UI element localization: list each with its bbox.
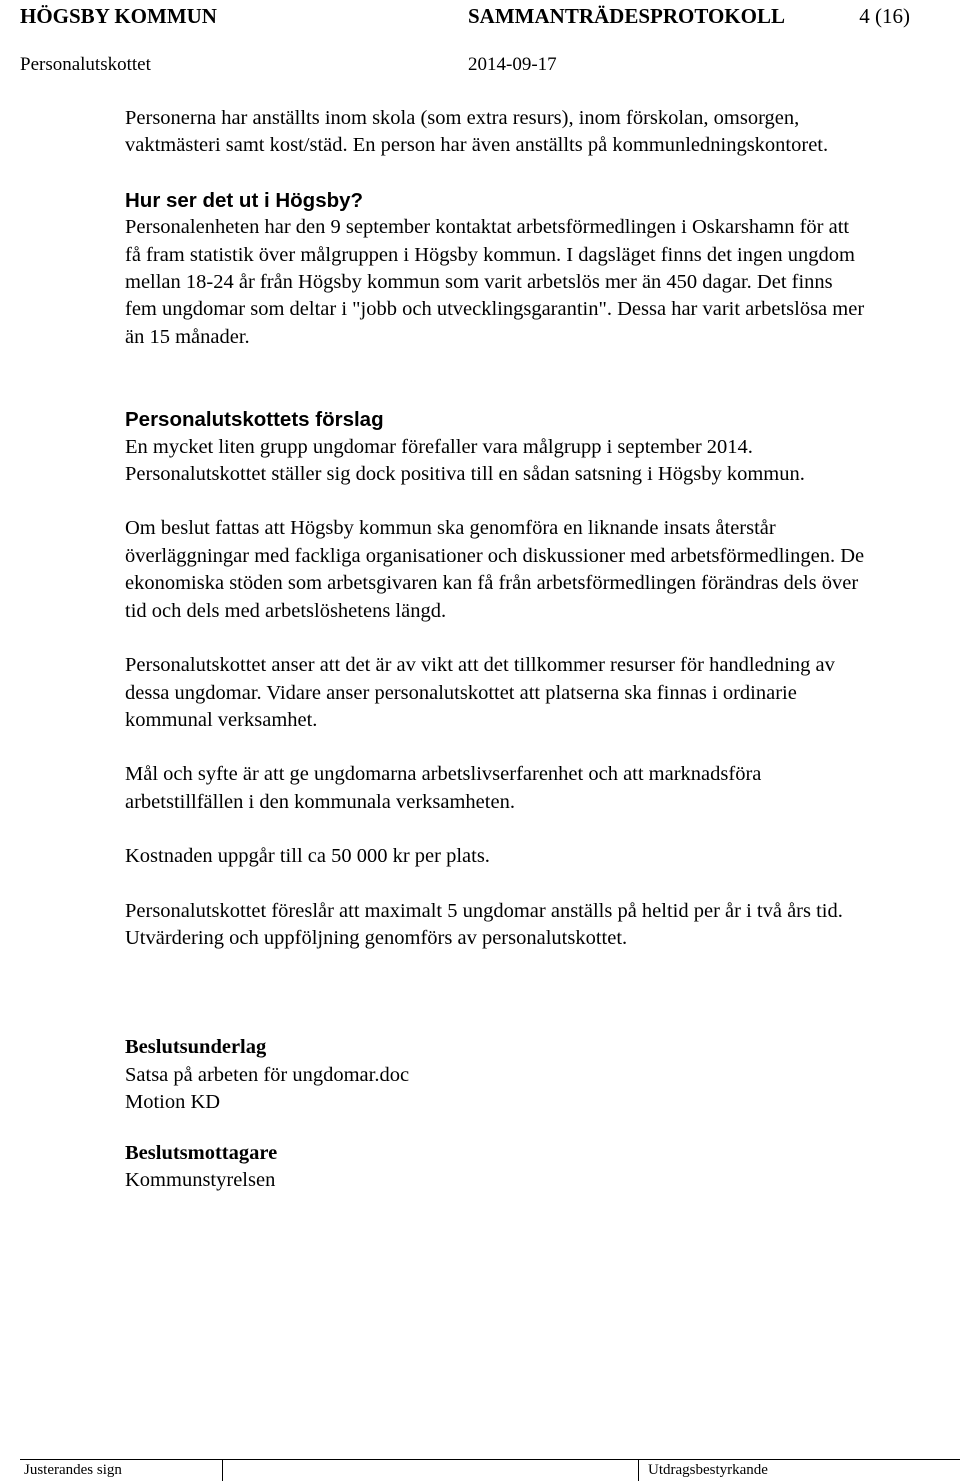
page-header bbox=[20, 4, 940, 32]
paragraph-cost: Kostnaden uppgår till ca 50 000 kr per plats. bbox=[125, 845, 490, 868]
decision-basis-heading: Beslutsunderlag bbox=[125, 1036, 267, 1059]
footer-extract-label: Utdragsbestyrkande bbox=[648, 1462, 768, 1478]
paragraph-resources: Personalutskottet anser att det är av vikt att det tillkommer resurser för handledning av dessa ungdomar. Vidare anser personalutskottet att platserna ska finnas i ordinarie kommunal verksamhet. bbox=[125, 654, 835, 731]
paragraph-purpose: Mål och syfte är att ge ungdomarna arbetslivserfarenhet och att marknadsföra arbetstillfällen i den kommunala verksamheten. bbox=[125, 763, 762, 813]
decision-basis-item: Satsa på arbeten för ungdomar.doc bbox=[125, 1063, 410, 1086]
section-heading-proposal: Personalutskottets förslag bbox=[125, 408, 384, 432]
page-subheader bbox=[20, 54, 940, 80]
footer-sign-label: Justerandes sign bbox=[24, 1462, 122, 1478]
section-heading-situation: Hur ser det ut i Högsby? bbox=[125, 188, 364, 212]
committee-name: Personalutskottet bbox=[20, 54, 151, 75]
page-number: 4 (16) bbox=[859, 4, 910, 28]
organization-name: HÖGSBY KOMMUN bbox=[20, 4, 217, 28]
decision-recipients-heading: Beslutsmottagare bbox=[125, 1141, 278, 1164]
footer-divider bbox=[20, 1459, 960, 1460]
paragraph-decision: Om beslut fattas att Högsby kommun ska genomföra en liknande insats återstår överläggningar med fackliga organisationer och diskussioner med arbetsförmedlingen. De ekonomiska stöden som arbetsgivaren kan få från arbetsförmedlingen förändras dels över tid och dels med arbetslöshetens längd. bbox=[125, 517, 865, 622]
paragraph-target-group: En mycket liten grupp ungdomar förefaller vara målgrupp i september 2014. Personalutskottet ställer sig dock positiva till en sådan satsning i Högsby kommun. bbox=[125, 435, 805, 486]
paragraph-statistics: Personalenheten har den 9 september kontaktat arbetsförmedlingen i Oskarshamn för att få fram statistik över målgruppen i Högsby kommun. I dagsläget finns det ingen ungdom mellan 18-24 år från Högsby kommun som varit arbetslös mer än 450 dagar. Det finns fem ungdomar som deltar i "jobb och utvecklingsgarantin". Dessa har varit arbetslösa mer än 15 månader. bbox=[125, 216, 865, 348]
protocol-body bbox=[125, 105, 865, 1194]
page-footer bbox=[0, 1459, 960, 1482]
footer-separator bbox=[222, 1459, 223, 1481]
decision-recipient-item: Kommunstyrelsen bbox=[125, 1168, 276, 1191]
document-type: SAMMANTRÄDESPROTOKOLL bbox=[468, 4, 785, 28]
meeting-date: 2014-09-17 bbox=[468, 54, 557, 75]
paragraph-recommendation: Personalutskottet föreslår att maximalt 5 ungdomar anställs på heltid per år i två års tid. Utvärdering och uppföljning genomförs av personalutskottet. bbox=[125, 899, 843, 949]
footer-separator bbox=[638, 1459, 639, 1481]
decision-basis-item: Motion KD bbox=[125, 1091, 221, 1114]
paragraph-employment: Personerna har anställts inom skola (som extra resurs), inom förskolan, omsorgen, vaktmästeri samt kost/städ. En person har även anställts på kommunledningskontoret. bbox=[125, 107, 829, 157]
